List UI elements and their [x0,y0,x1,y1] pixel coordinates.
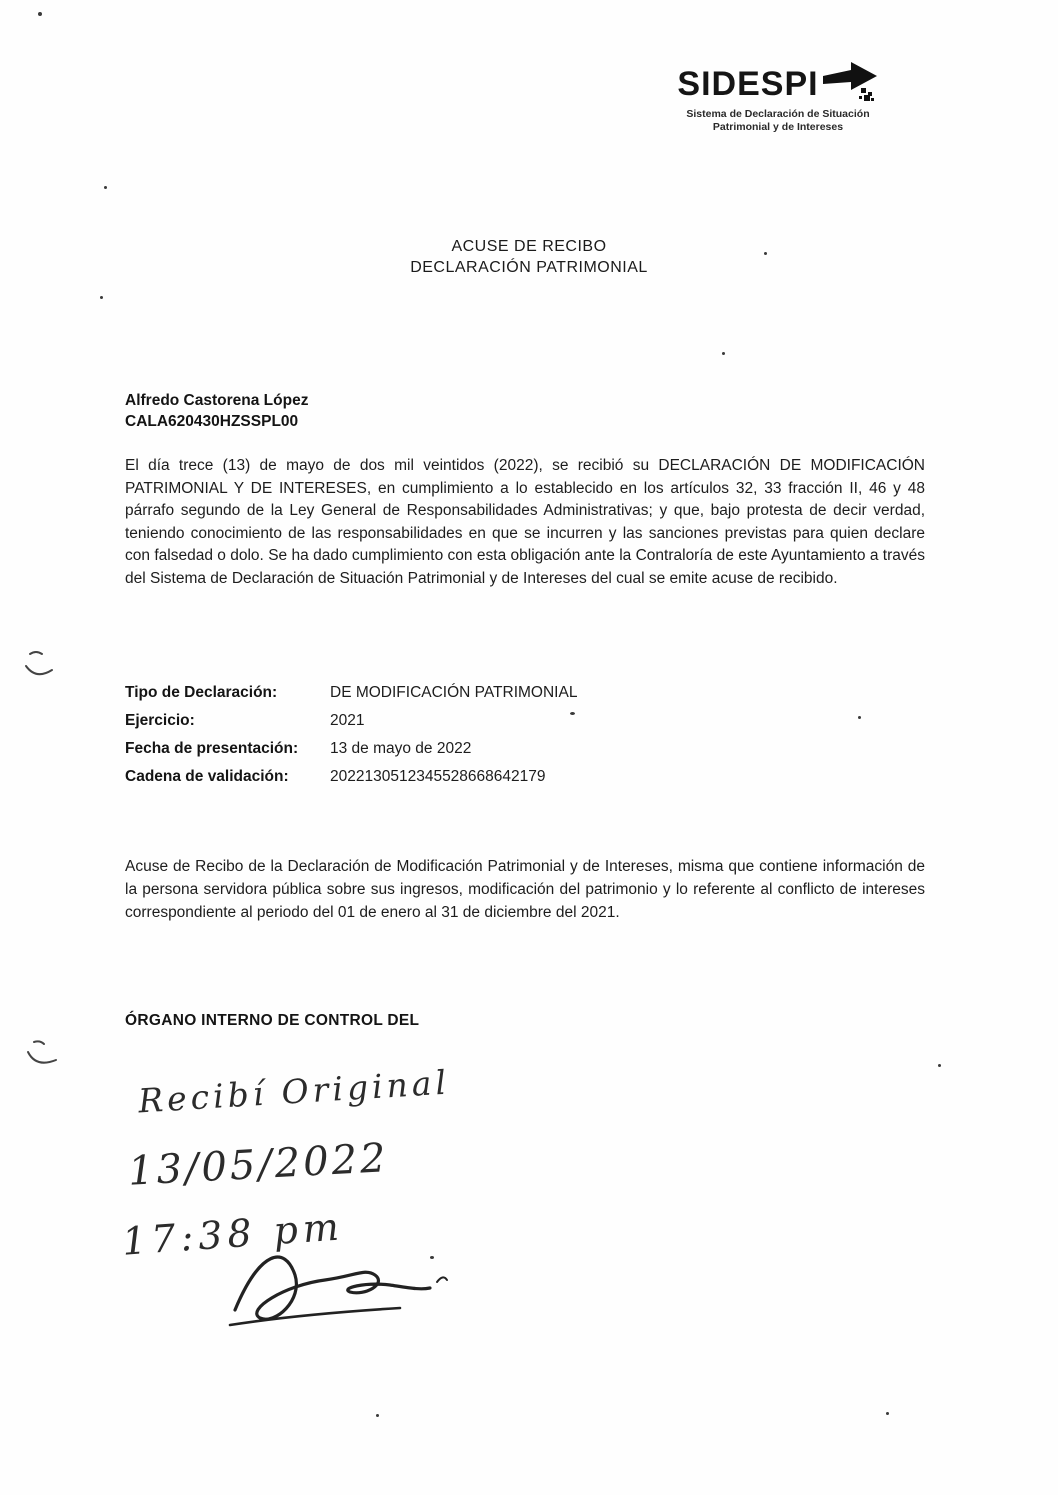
handwritten-time: 17:38 pm [120,1204,346,1264]
scan-dot-artifact [722,352,725,355]
field-value-cadena: 2022130512345528668642179 [330,768,546,785]
field-row-ejercicio [125,710,845,731]
recipient-name: Alfredo Castorena López [125,392,309,409]
field-row-fecha [125,738,845,759]
organ-heading: ÓRGANO INTERNO DE CONTROL DEL [125,1012,420,1029]
scan-dot-artifact [100,296,103,299]
field-label-ejercicio: Ejercicio: [125,712,195,729]
sidespi-logo-text: SIDESPI [677,64,819,103]
field-label-cadena: Cadena de validación: [125,768,289,785]
field-label-fecha: Fecha de presentación: [125,740,299,757]
signature [215,1230,455,1340]
sidespi-arrow-icon [821,62,879,106]
scan-dot-artifact [886,1412,889,1415]
document-title-line1: ACUSE DE RECIBO [451,238,607,255]
sidespi-logo-subtitle-line1: Sistema de Declaración de Situación [686,108,870,120]
recipient-block [125,390,308,432]
field-row-tipo [125,682,845,703]
field-row-cadena [125,766,845,787]
sidespi-logo [648,62,908,134]
sidespi-logo-subtitle-line2: Patrimonial y de Intereses [712,121,844,133]
document-title-line2: DECLARACIÓN PATRIMONIAL [410,259,648,276]
declaration-fields [125,682,845,794]
pen-mark-artifact [24,1038,64,1072]
scan-dot-artifact [938,1064,941,1067]
handwritten-date: 13/05/2022 [126,1135,390,1195]
scan-dot-artifact [430,1256,434,1259]
field-value-ejercicio: 2021 [330,712,365,729]
footer-paragraph: Acuse de Recibo de la Declaración de Modificación Patrimonial y de Intereses, misma que contiene información de la persona servidora pública sobre sus ingresos, modificación del patrimonio y lo referente al conflicto de intereses correspondiente al periodo del 01 de enero al 31 de diciembre del 2021. [125,858,925,921]
scan-dot-artifact [570,712,575,715]
document-title [0,236,1058,278]
field-value-tipo: DE MODIFICACIÓN PATRIMONIAL [330,684,578,701]
handwritten-received-note: Recibí Original [137,1062,452,1121]
pen-mark-artifact [22,648,62,682]
scan-dot-artifact [104,186,107,189]
scan-dot-artifact [38,12,42,16]
recipient-curp: CALA620430HZSSPL00 [125,413,299,430]
scan-dot-artifact [376,1414,379,1417]
field-label-tipo: Tipo de Declaración: [125,684,278,701]
scan-dot-artifact [858,716,861,719]
scan-dot-artifact [764,252,767,255]
body-paragraph: El día trece (13) de mayo de dos mil veintidos (2022), se recibió su DECLARACIÓN DE MODIFICACIÓN PATRIMONIAL Y DE INTERESES, en cumplimiento a lo establecido en los artículos 32, 33 fracción II, 46 y 48 párrafo segundo de la Ley General de Responsabilidades Administrativas; y que, bajo protesta de decir verdad, teniendo conocimiento de las responsabilidades en que se incurren y las sanciones previstas para quien declare con falsedad o dolo. Se ha dado cumplimiento con esta obligación ante la Contraloría de este Ayuntamiento a través del Sistema de Declaración de Situación Patrimonial y de Intereses del cual se emite acuse de recibido. [125,457,925,587]
field-value-fecha: 13 de mayo de 2022 [330,740,472,757]
